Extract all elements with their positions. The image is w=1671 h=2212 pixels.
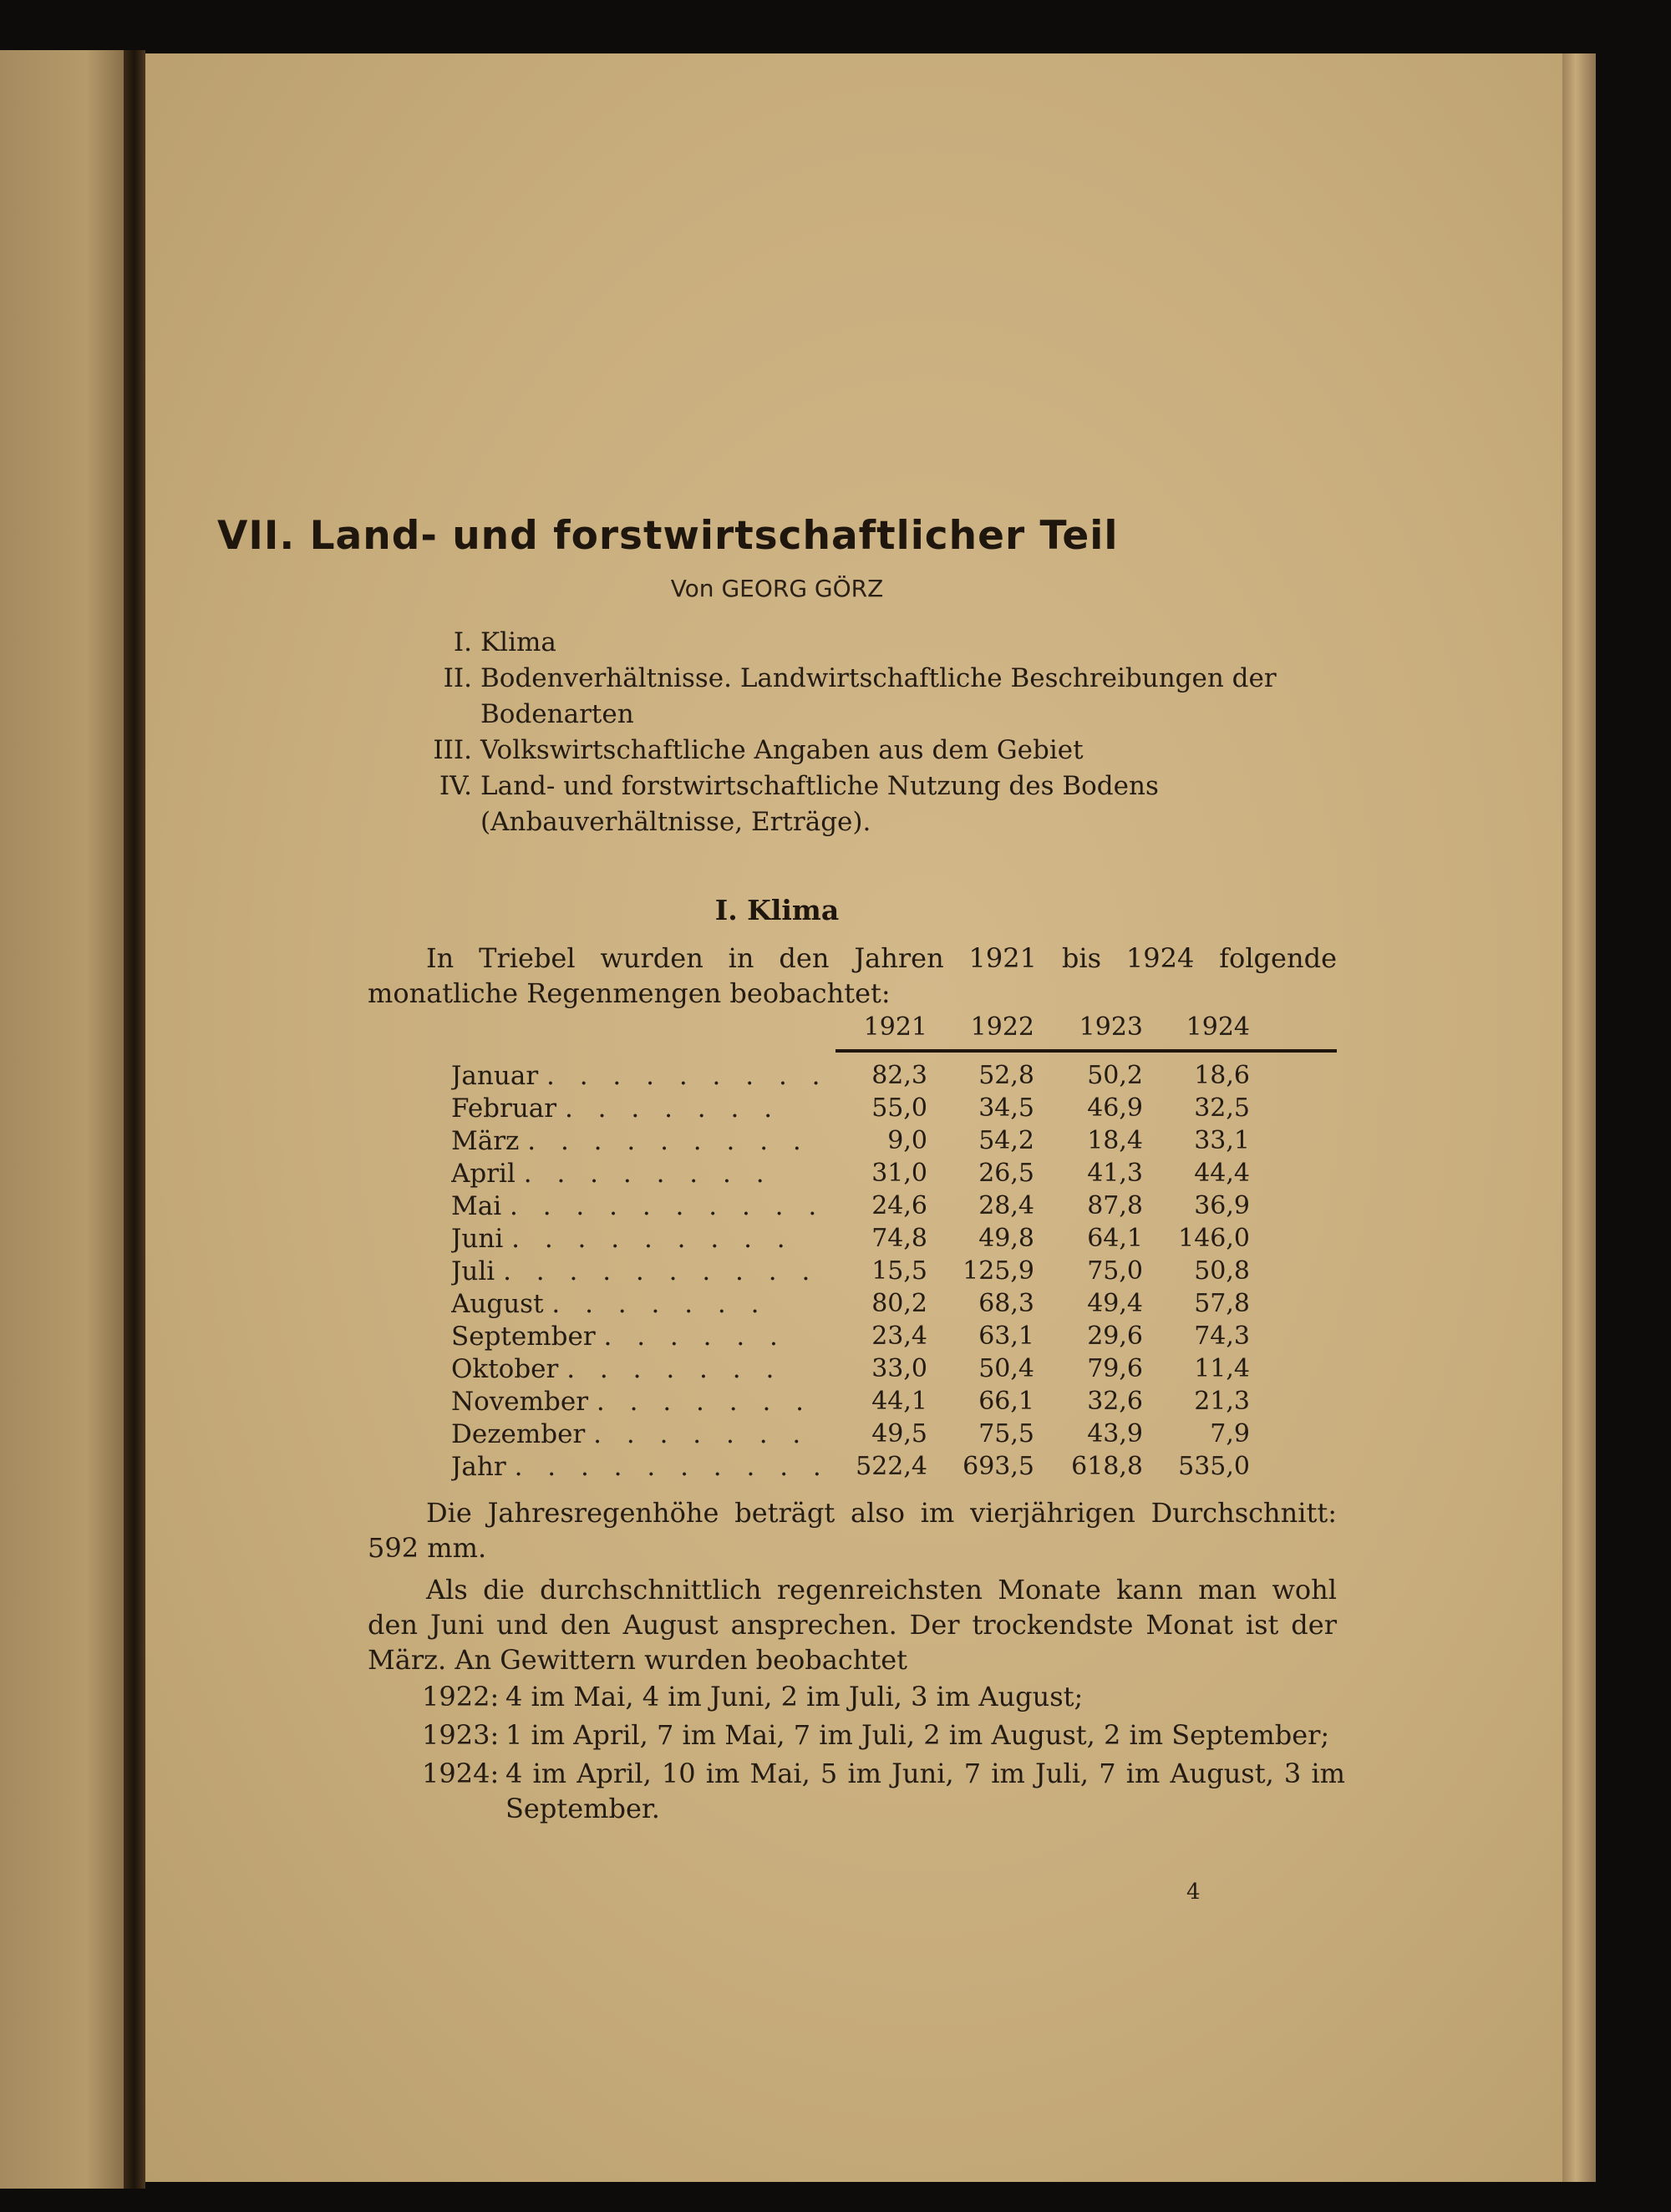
storm-year: 1923: (422, 1719, 500, 1751)
month-name: Oktober (451, 1354, 559, 1384)
page-stack-edge (1562, 53, 1596, 2182)
leader-dots: . . . . . . . . (523, 1159, 773, 1189)
table-cell: 29,6 (1087, 1322, 1143, 1351)
table-row (451, 1452, 1337, 1484)
table-cell: 28,4 (978, 1191, 1034, 1220)
table-cell: 66,1 (978, 1387, 1034, 1416)
month-label (451, 1224, 836, 1254)
month-label (451, 1452, 836, 1482)
table-cell: 80,2 (871, 1289, 927, 1318)
table-cell: 11,4 (1194, 1354, 1250, 1383)
toc-number: II. (443, 663, 472, 693)
table-row (451, 1322, 1337, 1354)
author-byline: Von GEORG GÖRZ (670, 575, 884, 602)
month-name: Mai (451, 1191, 502, 1221)
table-cell: 18,6 (1194, 1061, 1250, 1090)
table-cell: 36,9 (1194, 1191, 1250, 1220)
leader-dots: . . . . . . . (596, 1387, 813, 1417)
table-cell: 44,4 (1194, 1159, 1250, 1188)
leader-dots: . . . . . . . (566, 1354, 783, 1384)
month-label (451, 1354, 836, 1384)
table-cell: 146,0 (1178, 1224, 1250, 1253)
table-row (451, 1224, 1337, 1256)
leader-dots: . . . . . . (603, 1322, 786, 1352)
table-cell: 33,1 (1194, 1126, 1250, 1155)
storm-item (422, 1756, 1345, 1826)
table-cell: 693,5 (962, 1452, 1034, 1481)
month-name: November (451, 1387, 589, 1417)
table-cell: 63,1 (978, 1322, 1034, 1351)
table-cell: 18,4 (1087, 1126, 1143, 1155)
month-name: April (451, 1159, 516, 1189)
table-row (451, 1191, 1337, 1224)
table-cell: 64,1 (1087, 1224, 1143, 1253)
toc-text: Volkswirtschaftliche Angaben aus dem Gebiet (480, 735, 1084, 765)
toc-text: Klima (480, 627, 556, 657)
toc-item (422, 625, 1333, 661)
table-cell: 46,9 (1087, 1093, 1143, 1123)
table-cell: 55,0 (871, 1093, 927, 1123)
thunderstorm-list (422, 1679, 1345, 1829)
table-row (451, 1387, 1337, 1419)
storm-item (422, 1717, 1345, 1753)
month-name: September (451, 1322, 596, 1352)
table-cell: 50,8 (1194, 1256, 1250, 1286)
month-label (451, 1126, 836, 1156)
toc-number: I. (453, 627, 472, 657)
storm-year: 1924: (422, 1758, 500, 1789)
table-cell: 23,4 (871, 1322, 927, 1351)
toc-item (422, 661, 1333, 733)
table-cell: 31,0 (871, 1159, 927, 1188)
table-of-contents (422, 625, 1333, 840)
table-row (451, 1061, 1337, 1093)
month-name: August (451, 1289, 544, 1319)
table-cell: 24,6 (871, 1191, 927, 1220)
table-cell: 49,5 (871, 1419, 927, 1448)
average-paragraph: Die Jahresregenhöhe beträgt also im vierjährigen Durchschnitt: 592 mm. (368, 1497, 1337, 1564)
table-row (451, 1256, 1337, 1289)
leader-dots: . . . . . . . . . (511, 1224, 794, 1254)
table-cell: 54,2 (978, 1126, 1034, 1155)
month-label (451, 1093, 836, 1124)
table-cell: 43,9 (1087, 1419, 1143, 1448)
column-header-1923: 1923 (1079, 1012, 1143, 1042)
month-label (451, 1322, 836, 1352)
toc-item (422, 733, 1333, 769)
table-cell: 15,5 (871, 1256, 927, 1286)
leader-dots: . . . . . . . . . . (503, 1256, 819, 1286)
table-cell: 57,8 (1194, 1289, 1250, 1318)
column-header-1922: 1922 (970, 1012, 1034, 1042)
leader-dots: . . . . . . . . . (546, 1061, 829, 1091)
table-cell: 50,2 (1087, 1061, 1143, 1090)
table-cell: 44,1 (871, 1387, 927, 1416)
toc-text: Land- und forstwirtschaftliche Nutzung des Bodens (Anbauverhältnisse, Erträge). (480, 771, 1159, 837)
table-cell: 41,3 (1087, 1159, 1143, 1188)
table-cell: 75,5 (978, 1419, 1034, 1448)
storm-text: 4 im April, 10 im Mai, 5 im Juni, 7 im Juli, 7 im August, 3 im September. (505, 1758, 1345, 1824)
table-cell: 75,0 (1087, 1256, 1143, 1286)
month-label (451, 1387, 836, 1417)
table-cell: 74,8 (871, 1224, 927, 1253)
table-cell: 32,5 (1194, 1093, 1250, 1123)
table-cell: 34,5 (978, 1093, 1034, 1123)
column-header-1921: 1921 (863, 1012, 927, 1042)
storm-item (422, 1679, 1345, 1714)
month-label (451, 1061, 836, 1091)
table-cell: 68,3 (978, 1289, 1034, 1318)
storm-text: 1 im April, 7 im Mai, 7 im Juli, 2 im August, 2 im September; (505, 1719, 1330, 1751)
table-cell: 33,0 (871, 1354, 927, 1383)
toc-text: Bodenverhältnisse. Landwirtschaftliche Beschreibungen der Bodenarten (480, 663, 1277, 729)
toc-number: III. (433, 735, 472, 765)
column-header-1924: 1924 (1186, 1012, 1250, 1042)
table-row (451, 1354, 1337, 1387)
months-paragraph: Als die durchschnittlich regenreichsten Monate kann man wohl den Juni und den August ansprechen. Der trockendste Monat ist der März. An Gewittern wurden beobachtet (368, 1574, 1337, 1676)
month-label (451, 1191, 836, 1221)
leader-dots: . . . . . . . . . . (510, 1191, 825, 1221)
table-cell: 125,9 (962, 1256, 1034, 1286)
month-label (451, 1289, 836, 1319)
table-cell: 52,8 (978, 1061, 1034, 1090)
month-label (451, 1256, 836, 1286)
month-name: Juli (451, 1256, 495, 1286)
storm-year: 1922: (422, 1681, 500, 1712)
month-name: Januar (451, 1061, 539, 1091)
table-cell: 87,8 (1087, 1191, 1143, 1220)
rainfall-table (451, 1012, 1337, 1484)
table-row (451, 1159, 1337, 1191)
section-heading: I. Klima (714, 894, 840, 926)
table-cell: 26,5 (978, 1159, 1034, 1188)
left-page-edge (0, 50, 124, 2189)
table-row (451, 1289, 1337, 1322)
table-cell: 618,8 (1071, 1452, 1143, 1481)
month-label (451, 1159, 836, 1189)
page-number: 4 (1186, 1880, 1201, 1905)
table-row (451, 1126, 1337, 1159)
month-label (451, 1419, 836, 1449)
leader-dots: . . . . . . . (593, 1419, 810, 1449)
month-name: März (451, 1126, 520, 1156)
table-cell: 49,8 (978, 1224, 1034, 1253)
leader-dots: . . . . . . . . . (527, 1126, 810, 1156)
table-cell: 79,6 (1087, 1354, 1143, 1383)
table-cell: 32,6 (1087, 1387, 1143, 1416)
table-cell: 21,3 (1194, 1387, 1250, 1416)
table-row (451, 1093, 1337, 1126)
table-cell: 522,4 (856, 1452, 927, 1481)
month-name: Jahr (451, 1452, 506, 1482)
table-body (451, 1061, 1337, 1484)
toc-item (422, 769, 1333, 840)
intro-paragraph: In Triebel wurden in den Jahren 1921 bis 1924 folgende monatliche Regenmengen beobachtet: (368, 942, 1337, 1009)
toc-number: IV. (439, 771, 472, 801)
table-cell: 9,0 (887, 1126, 927, 1155)
month-name: Juni (451, 1224, 504, 1254)
table-cell: 49,4 (1087, 1289, 1143, 1318)
table-cell: 50,4 (978, 1354, 1034, 1383)
month-name: Dezember (451, 1419, 586, 1449)
book-spine (124, 50, 145, 2189)
leader-dots: . . . . . . . (564, 1093, 781, 1124)
table-cell: 82,3 (871, 1061, 927, 1090)
month-name: Februar (451, 1093, 557, 1124)
table-cell: 535,0 (1178, 1452, 1250, 1481)
table-cell: 74,3 (1194, 1322, 1250, 1351)
table-row (451, 1419, 1337, 1452)
storm-text: 4 im Mai, 4 im Juni, 2 im Juli, 3 im August; (505, 1681, 1084, 1712)
chapter-title: VII. Land- und forstwirtschaftlicher Teil (217, 513, 1119, 559)
table-cell: 7,9 (1210, 1419, 1250, 1448)
leader-dots: . . . . . . . (551, 1289, 768, 1319)
leader-dots: . . . . . . . . . . (514, 1452, 830, 1482)
table-header (836, 1012, 1337, 1053)
